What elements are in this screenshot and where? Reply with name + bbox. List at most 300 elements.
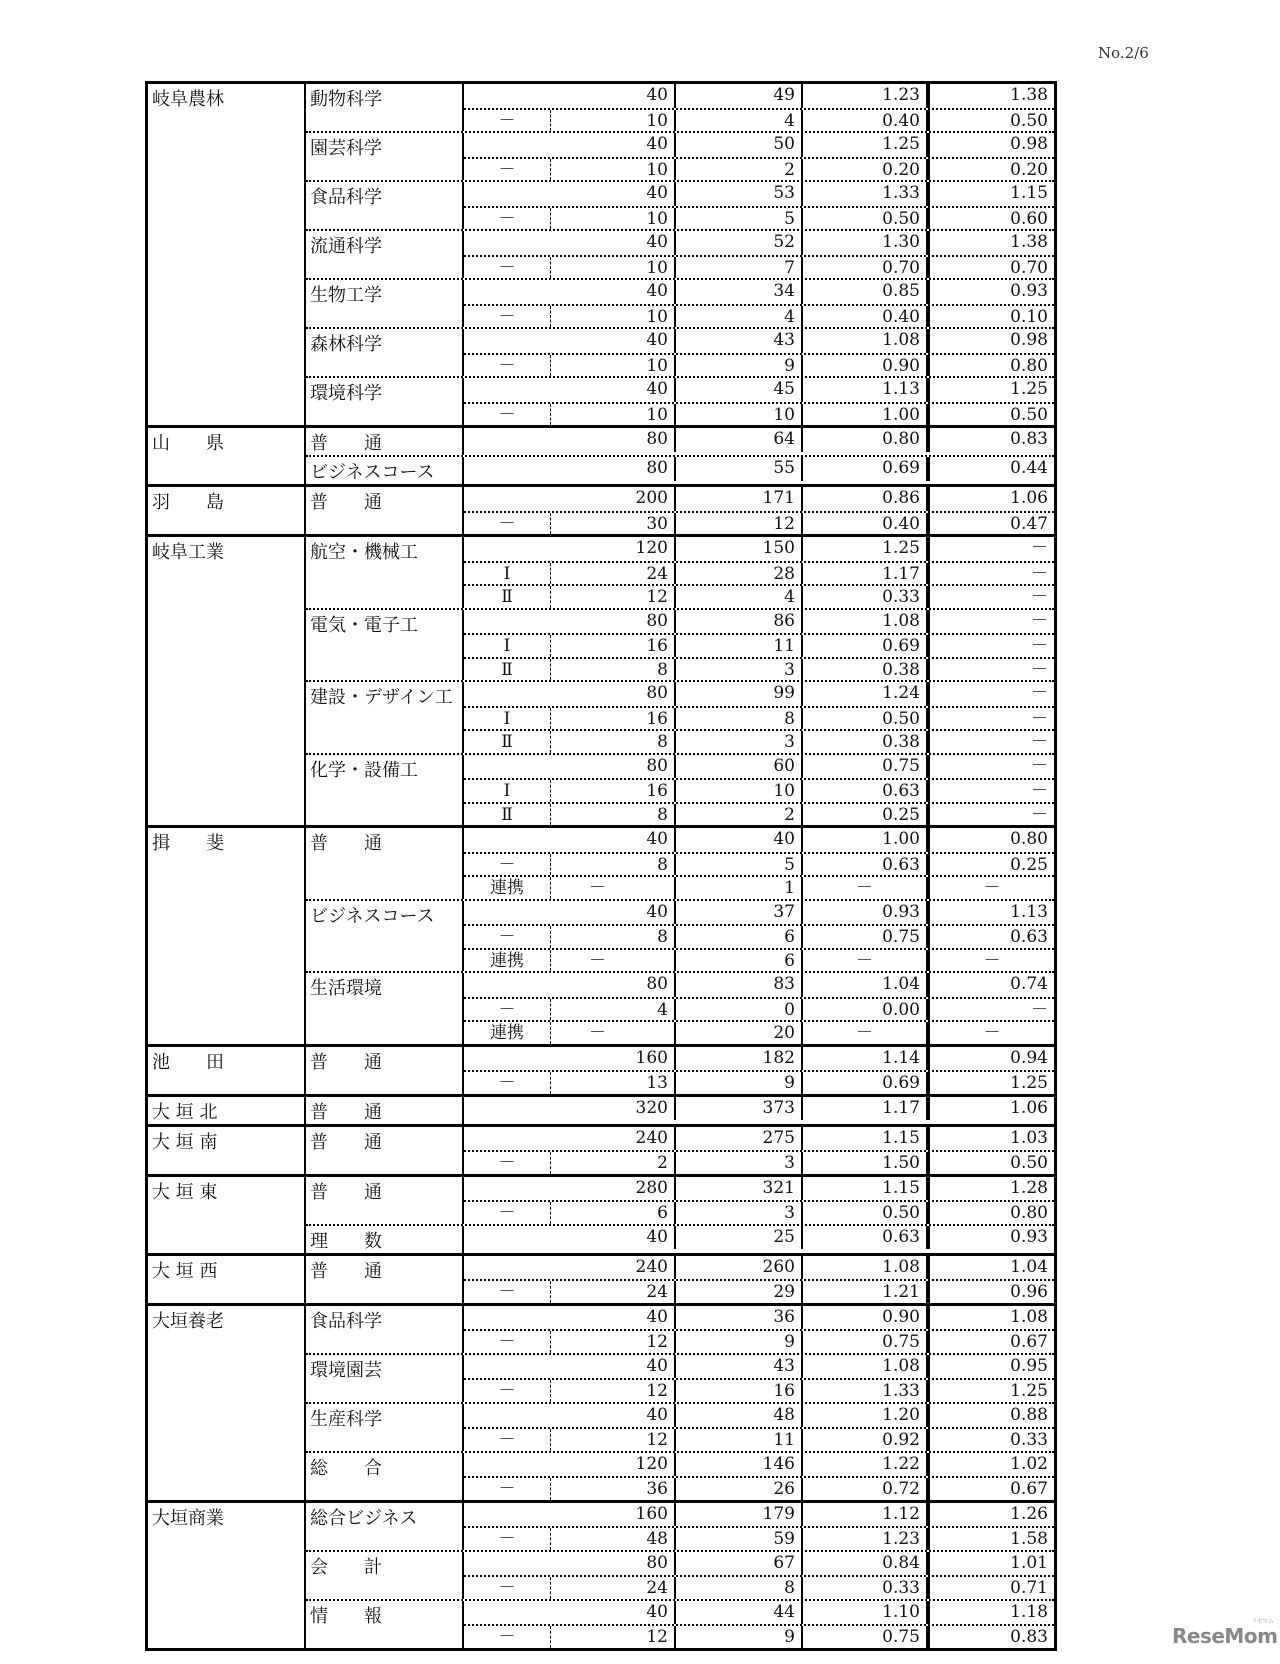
table-row [464, 378, 1054, 402]
ratio-cell: 1.17 [803, 563, 930, 585]
logo-text: ReseMom [1172, 1624, 1278, 1648]
previous-ratio-cell: 0.71 [1010, 1578, 1048, 1598]
major-name: 森林科学 [306, 329, 464, 376]
previous-ratio-cell: 0.80 [1010, 1203, 1048, 1223]
previous-ratio-cell: － [1031, 659, 1048, 680]
applicants-cell: 55 [676, 457, 803, 481]
major-name: 食品科学 [306, 1306, 464, 1353]
major-rows [464, 182, 1054, 229]
previous-ratio-cell: 0.70 [1010, 257, 1048, 278]
major-rows [464, 1226, 1054, 1253]
applicants-cell: 83 [676, 973, 803, 997]
school-name: 池 田 [148, 1047, 306, 1094]
sub-category: Ⅱ [501, 804, 513, 825]
majors [306, 1503, 1054, 1648]
table-row [464, 182, 1054, 206]
capacity-cell: 10 [550, 355, 676, 377]
table-row [464, 802, 1054, 826]
major-block [306, 455, 1054, 484]
school-name: 山 県 [148, 428, 306, 484]
school-block [148, 534, 1054, 825]
school-block [148, 825, 1054, 1044]
capacity-cell: 40 [464, 1226, 676, 1250]
applicants-cell: 28 [676, 563, 803, 585]
major-block [306, 1256, 1054, 1303]
ratio-cell: 1.15 [803, 1127, 930, 1151]
table-row [464, 1150, 1054, 1174]
capacity-cell: 8 [550, 731, 676, 753]
capacity-cell: 40 [464, 182, 676, 206]
previous-ratio-cell: 0.95 [1010, 1355, 1048, 1376]
ratio-cell: 0.00 [803, 999, 930, 1021]
major-rows [464, 1306, 1054, 1353]
previous-ratio-cell: － [983, 878, 1001, 898]
major-block [306, 608, 1054, 681]
capacity-cell: 80 [464, 682, 676, 706]
school-block [148, 425, 1054, 484]
capacity-cell: 40 [464, 901, 676, 925]
previous-ratio-cell: 1.02 [1010, 1453, 1048, 1474]
ratio-cell: 0.50 [803, 1202, 930, 1224]
major-name: 情 報 [306, 1601, 464, 1648]
sub-category: Ⅰ [503, 636, 511, 656]
ratio-cell: 0.85 [803, 280, 930, 304]
sub-category: 連携 [490, 1023, 524, 1043]
ratio-cell: 1.13 [803, 378, 930, 402]
sub-category: Ⅰ [503, 781, 511, 801]
majors [306, 1097, 1054, 1124]
previous-ratio-cell: 1.03 [1010, 1127, 1048, 1148]
previous-ratio-cell: 0.10 [1010, 306, 1048, 327]
previous-ratio-cell: 0.33 [1010, 1430, 1048, 1450]
ratio-cell: 1.23 [803, 84, 930, 108]
table-row [464, 329, 1054, 353]
applicants-cell: 182 [676, 1047, 803, 1071]
table-row [464, 1177, 1054, 1201]
major-block [306, 428, 1054, 455]
table-row [464, 1355, 1054, 1379]
applicants-cell: 2 [676, 804, 803, 826]
ratio-cell: 1.24 [803, 682, 930, 706]
applicants-cell: 9 [676, 355, 803, 377]
sub-category: － [498, 1073, 516, 1093]
previous-ratio-cell: 0.80 [1010, 829, 1048, 849]
major-rows [464, 1453, 1054, 1500]
applicants-cell: 16 [676, 1380, 803, 1402]
table-row [464, 255, 1054, 279]
major-name: 流通科学 [306, 231, 464, 278]
capacity-cell: 24 [550, 563, 676, 585]
previous-ratio-cell: 1.25 [1010, 1381, 1048, 1401]
major-name: 普 通 [306, 1097, 464, 1124]
previous-ratio-cell: － [1031, 755, 1048, 776]
capacity-cell: － [550, 877, 676, 899]
applicants-cell: 44 [676, 1601, 803, 1625]
previous-ratio-cell: － [1031, 587, 1048, 607]
table-row [464, 304, 1054, 328]
table-row [464, 561, 1054, 585]
previous-ratio-cell: 0.83 [1010, 1627, 1048, 1647]
sub-category: － [498, 513, 516, 534]
previous-ratio-cell: － [1031, 563, 1048, 584]
ratio-cell: 1.22 [803, 1453, 930, 1477]
major-name: 普 通 [306, 1177, 464, 1224]
ratio-cell: 0.25 [803, 804, 930, 826]
applicants-cell: 52 [676, 231, 803, 255]
sub-category: － [498, 208, 516, 229]
major-block [306, 1550, 1054, 1599]
ratio-cell: 1.14 [803, 1047, 930, 1071]
previous-ratio-cell: 0.98 [1010, 330, 1048, 350]
majors [306, 1306, 1054, 1500]
applicants-cell: 36 [676, 1306, 803, 1330]
school-name: 岐阜農林 [148, 84, 306, 425]
capacity-cell: 160 [464, 1503, 676, 1527]
previous-ratio-cell: 1.28 [1010, 1177, 1048, 1198]
school-block [148, 1253, 1054, 1303]
previous-ratio-cell: － [1031, 804, 1048, 825]
table-row [464, 402, 1054, 426]
major-block [306, 229, 1054, 278]
table-row [464, 1226, 1054, 1250]
capacity-cell: 120 [464, 537, 676, 561]
sub-category: － [498, 404, 516, 425]
sub-category: － [498, 1578, 516, 1598]
major-block [306, 1503, 1054, 1550]
capacity-cell: 40 [464, 828, 676, 852]
ratio-cell: 0.90 [803, 1306, 930, 1330]
table-row [464, 1526, 1054, 1550]
ratio-cell: 0.75 [803, 926, 930, 948]
previous-ratio-cell: － [1031, 781, 1048, 801]
applicants-cell: 146 [676, 1453, 803, 1477]
major-block [306, 84, 1054, 131]
capacity-cell: 12 [550, 1331, 676, 1353]
major-block [306, 1127, 1054, 1174]
school-name: 大垣商業 [148, 1503, 306, 1648]
table-row [464, 108, 1054, 132]
ratio-cell: 0.50 [803, 708, 930, 730]
table-row [464, 729, 1054, 753]
major-name: ビジネスコース [306, 457, 464, 484]
major-rows [464, 329, 1054, 376]
capacity-cell: 240 [464, 1256, 676, 1280]
ratio-cell: 0.72 [803, 1478, 930, 1500]
capacity-cell: 40 [464, 1601, 676, 1625]
major-rows [464, 537, 1054, 608]
previous-ratio-cell: 1.04 [1010, 1256, 1048, 1277]
school-block [148, 1303, 1054, 1500]
previous-ratio-cell: 0.96 [1010, 1282, 1048, 1302]
ratio-cell: 0.92 [803, 1429, 930, 1451]
major-name: 会 計 [306, 1552, 464, 1599]
previous-ratio-cell: － [1031, 999, 1048, 1020]
school-block [148, 1044, 1054, 1094]
ratio-cell: 0.69 [803, 1072, 930, 1094]
applicants-cell: 321 [676, 1177, 803, 1201]
table-row [464, 682, 1054, 706]
major-name: 食品科学 [306, 182, 464, 229]
capacity-cell: 40 [464, 133, 676, 157]
major-name: 建設・デザイン工 [306, 682, 464, 753]
capacity-cell: 12 [550, 1626, 676, 1648]
table-row [464, 1427, 1054, 1451]
capacity-cell: 8 [550, 804, 676, 826]
major-block [306, 1224, 1054, 1253]
table-row [464, 1601, 1054, 1625]
table-row [464, 231, 1054, 255]
major-rows [464, 610, 1054, 681]
school-block [148, 84, 1054, 425]
applicants-cell: 150 [676, 537, 803, 561]
capacity-cell: － [550, 950, 676, 972]
school-name: 岐阜工業 [148, 537, 306, 825]
table-row [464, 1575, 1054, 1599]
ratio-cell: 1.00 [803, 404, 930, 426]
applicants-cell: 43 [676, 1355, 803, 1379]
sub-category: Ⅱ [501, 732, 513, 752]
major-rows [464, 1047, 1054, 1094]
table-row [464, 133, 1054, 157]
previous-ratio-cell: － [1031, 732, 1048, 752]
ratio-cell: 0.33 [803, 1577, 930, 1599]
major-block [306, 899, 1054, 972]
applicants-cell: 0 [676, 999, 803, 1021]
ratio-cell: 0.63 [803, 780, 930, 802]
major-name: 環境科学 [306, 378, 464, 425]
school-block [148, 1500, 1054, 1648]
ratio-cell: 0.33 [803, 586, 930, 608]
applicants-cell: 1 [676, 877, 803, 899]
capacity-cell: 200 [464, 487, 676, 511]
applicants-cell: 29 [676, 1281, 803, 1303]
ratio-cell: 1.04 [803, 973, 930, 997]
majors [306, 487, 1054, 534]
previous-ratio-cell: 1.18 [1010, 1601, 1048, 1622]
previous-ratio-cell: 0.88 [1010, 1404, 1048, 1425]
sub-category: － [498, 927, 516, 947]
ratio-cell: 1.12 [803, 1503, 930, 1527]
capacity-cell: 40 [464, 329, 676, 353]
applicants-cell: 37 [676, 901, 803, 925]
major-name: 環境園芸 [306, 1355, 464, 1402]
ratio-cell: 1.08 [803, 610, 930, 634]
majors [306, 537, 1054, 825]
previous-ratio-cell: 0.93 [1010, 1226, 1048, 1247]
applicants-cell: 4 [676, 110, 803, 132]
applicants-cell: 26 [676, 1478, 803, 1500]
previous-ratio-cell: － [983, 950, 1001, 971]
sub-category: 連携 [490, 950, 524, 971]
previous-ratio-cell: 0.67 [1010, 1332, 1048, 1352]
majors [306, 1047, 1054, 1094]
major-name: 電気・電子工 [306, 610, 464, 681]
major-rows [464, 84, 1054, 131]
ratio-cell: 0.90 [803, 355, 930, 377]
sub-category: Ⅰ [503, 708, 511, 729]
table-row [464, 428, 1054, 452]
major-block [306, 1177, 1054, 1224]
previous-ratio-cell: － [1031, 636, 1048, 656]
table-row [464, 584, 1054, 608]
previous-ratio-cell: － [1031, 708, 1048, 729]
major-block [306, 278, 1054, 327]
applicants-cell: 25 [676, 1226, 803, 1250]
major-rows [464, 1601, 1054, 1648]
previous-ratio-cell: 1.08 [1010, 1306, 1048, 1327]
major-block [306, 376, 1054, 425]
capacity-cell: 320 [464, 1097, 676, 1121]
previous-ratio-cell: 0.50 [1010, 1153, 1048, 1173]
major-rows [464, 1355, 1054, 1402]
ratio-cell: 0.80 [803, 428, 930, 452]
major-name: 航空・機械工 [306, 537, 464, 608]
capacity-cell: 36 [550, 1478, 676, 1500]
previous-ratio-cell: 0.98 [1010, 134, 1048, 154]
applicants-cell: 9 [676, 1626, 803, 1648]
capacity-cell: 40 [464, 378, 676, 402]
ratio-cell: － [803, 1022, 930, 1044]
applicants-cell: 6 [676, 926, 803, 948]
sub-category: 連携 [490, 878, 524, 898]
applicants-cell: 8 [676, 1577, 803, 1599]
table-row [464, 1279, 1054, 1303]
ratio-cell: 0.93 [803, 901, 930, 925]
table-row [464, 1070, 1054, 1094]
sub-category: － [498, 1529, 516, 1549]
capacity-cell: 160 [464, 1047, 676, 1071]
previous-ratio-cell: 1.58 [1010, 1529, 1048, 1549]
resemom-logo [1172, 1618, 1278, 1648]
applicants-cell: 43 [676, 329, 803, 353]
school-name: 羽 島 [148, 487, 306, 534]
previous-ratio-cell: 0.83 [1010, 429, 1048, 449]
applicants-cell: 45 [676, 378, 803, 402]
applicants-cell: 49 [676, 84, 803, 108]
applicants-cell: 179 [676, 1503, 803, 1527]
capacity-cell: 24 [550, 1281, 676, 1303]
major-block [306, 1306, 1054, 1353]
major-name: 総 合 [306, 1453, 464, 1500]
major-block [306, 971, 1054, 1044]
table-row [464, 487, 1054, 511]
applicants-cell: 3 [676, 659, 803, 681]
sub-category: － [498, 1282, 516, 1302]
capacity-cell: 16 [550, 708, 676, 730]
applicants-cell: 20 [676, 1022, 803, 1044]
capacity-cell: 80 [464, 1552, 676, 1576]
admission-ratio-table [145, 81, 1057, 1651]
applicants-cell: 64 [676, 428, 803, 452]
capacity-cell: 240 [464, 1127, 676, 1151]
major-rows [464, 378, 1054, 425]
capacity-cell: 12 [550, 1380, 676, 1402]
applicants-cell: 12 [676, 513, 803, 535]
majors [306, 1256, 1054, 1303]
previous-ratio-cell: 1.06 [1010, 488, 1048, 508]
applicants-cell: 53 [676, 182, 803, 206]
previous-ratio-cell: 0.20 [1010, 159, 1048, 180]
ratio-cell: 0.70 [803, 257, 930, 279]
table-row [464, 948, 1054, 972]
major-block [306, 828, 1054, 899]
sub-category: － [498, 1430, 516, 1450]
sub-category: － [498, 110, 516, 131]
capacity-cell: 120 [464, 1453, 676, 1477]
applicants-cell: 275 [676, 1127, 803, 1151]
previous-ratio-cell: 1.25 [1010, 1073, 1048, 1093]
table-row [464, 1453, 1054, 1477]
logo-subtext: リセマム [1251, 1618, 1274, 1625]
ratio-cell: 1.30 [803, 231, 930, 255]
school-name: 大垣養老 [148, 1306, 306, 1500]
ratio-cell: 1.08 [803, 329, 930, 353]
ratio-cell: 0.84 [803, 1552, 930, 1576]
previous-ratio-cell: － [1031, 610, 1048, 631]
major-rows [464, 901, 1054, 972]
ratio-cell: 0.69 [803, 635, 930, 657]
applicants-cell: 9 [676, 1072, 803, 1094]
previous-ratio-cell: 0.50 [1010, 110, 1048, 131]
previous-ratio-cell: 0.94 [1010, 1047, 1048, 1068]
applicants-cell: 10 [676, 780, 803, 802]
capacity-cell: 8 [550, 659, 676, 681]
table-row [464, 755, 1054, 779]
major-rows [464, 1177, 1054, 1224]
previous-ratio-cell: 1.25 [1010, 379, 1048, 399]
ratio-cell: － [803, 950, 930, 972]
major-block [306, 1353, 1054, 1402]
applicants-cell: 34 [676, 280, 803, 304]
major-rows [464, 682, 1054, 753]
capacity-cell: 10 [550, 110, 676, 132]
school-name: 大 垣 北 [148, 1097, 306, 1124]
major-name: ビジネスコース [306, 901, 464, 972]
previous-ratio-cell: 0.60 [1010, 208, 1048, 229]
major-name: 園芸科学 [306, 133, 464, 180]
previous-ratio-cell: 1.38 [1010, 85, 1048, 105]
sub-category: － [498, 999, 516, 1020]
ratio-cell: 0.75 [803, 755, 930, 779]
major-name: 動物科学 [306, 84, 464, 131]
ratio-cell: 0.20 [803, 159, 930, 181]
sub-category: － [498, 159, 516, 180]
table-row [464, 157, 1054, 181]
table-row [464, 973, 1054, 997]
major-block [306, 180, 1054, 229]
capacity-cell: 80 [464, 755, 676, 779]
capacity-cell: 30 [550, 513, 676, 535]
major-name: 生産科学 [306, 1404, 464, 1451]
applicants-cell: 373 [676, 1097, 803, 1121]
ratio-cell: 1.25 [803, 537, 930, 561]
table-row [464, 537, 1054, 561]
ratio-cell: － [803, 877, 930, 899]
previous-ratio-cell: 0.50 [1010, 404, 1048, 425]
applicants-cell: 5 [676, 208, 803, 230]
applicants-cell: 4 [676, 586, 803, 608]
major-block [306, 131, 1054, 180]
major-block [306, 1047, 1054, 1094]
major-name: 生物工学 [306, 280, 464, 327]
table-row [464, 778, 1054, 802]
previous-ratio-cell: － [983, 1023, 1001, 1043]
applicants-cell: 50 [676, 133, 803, 157]
ratio-cell: 1.25 [803, 133, 930, 157]
applicants-cell: 86 [676, 610, 803, 634]
previous-ratio-cell: 0.74 [1010, 974, 1048, 994]
ratio-cell: 0.40 [803, 306, 930, 328]
